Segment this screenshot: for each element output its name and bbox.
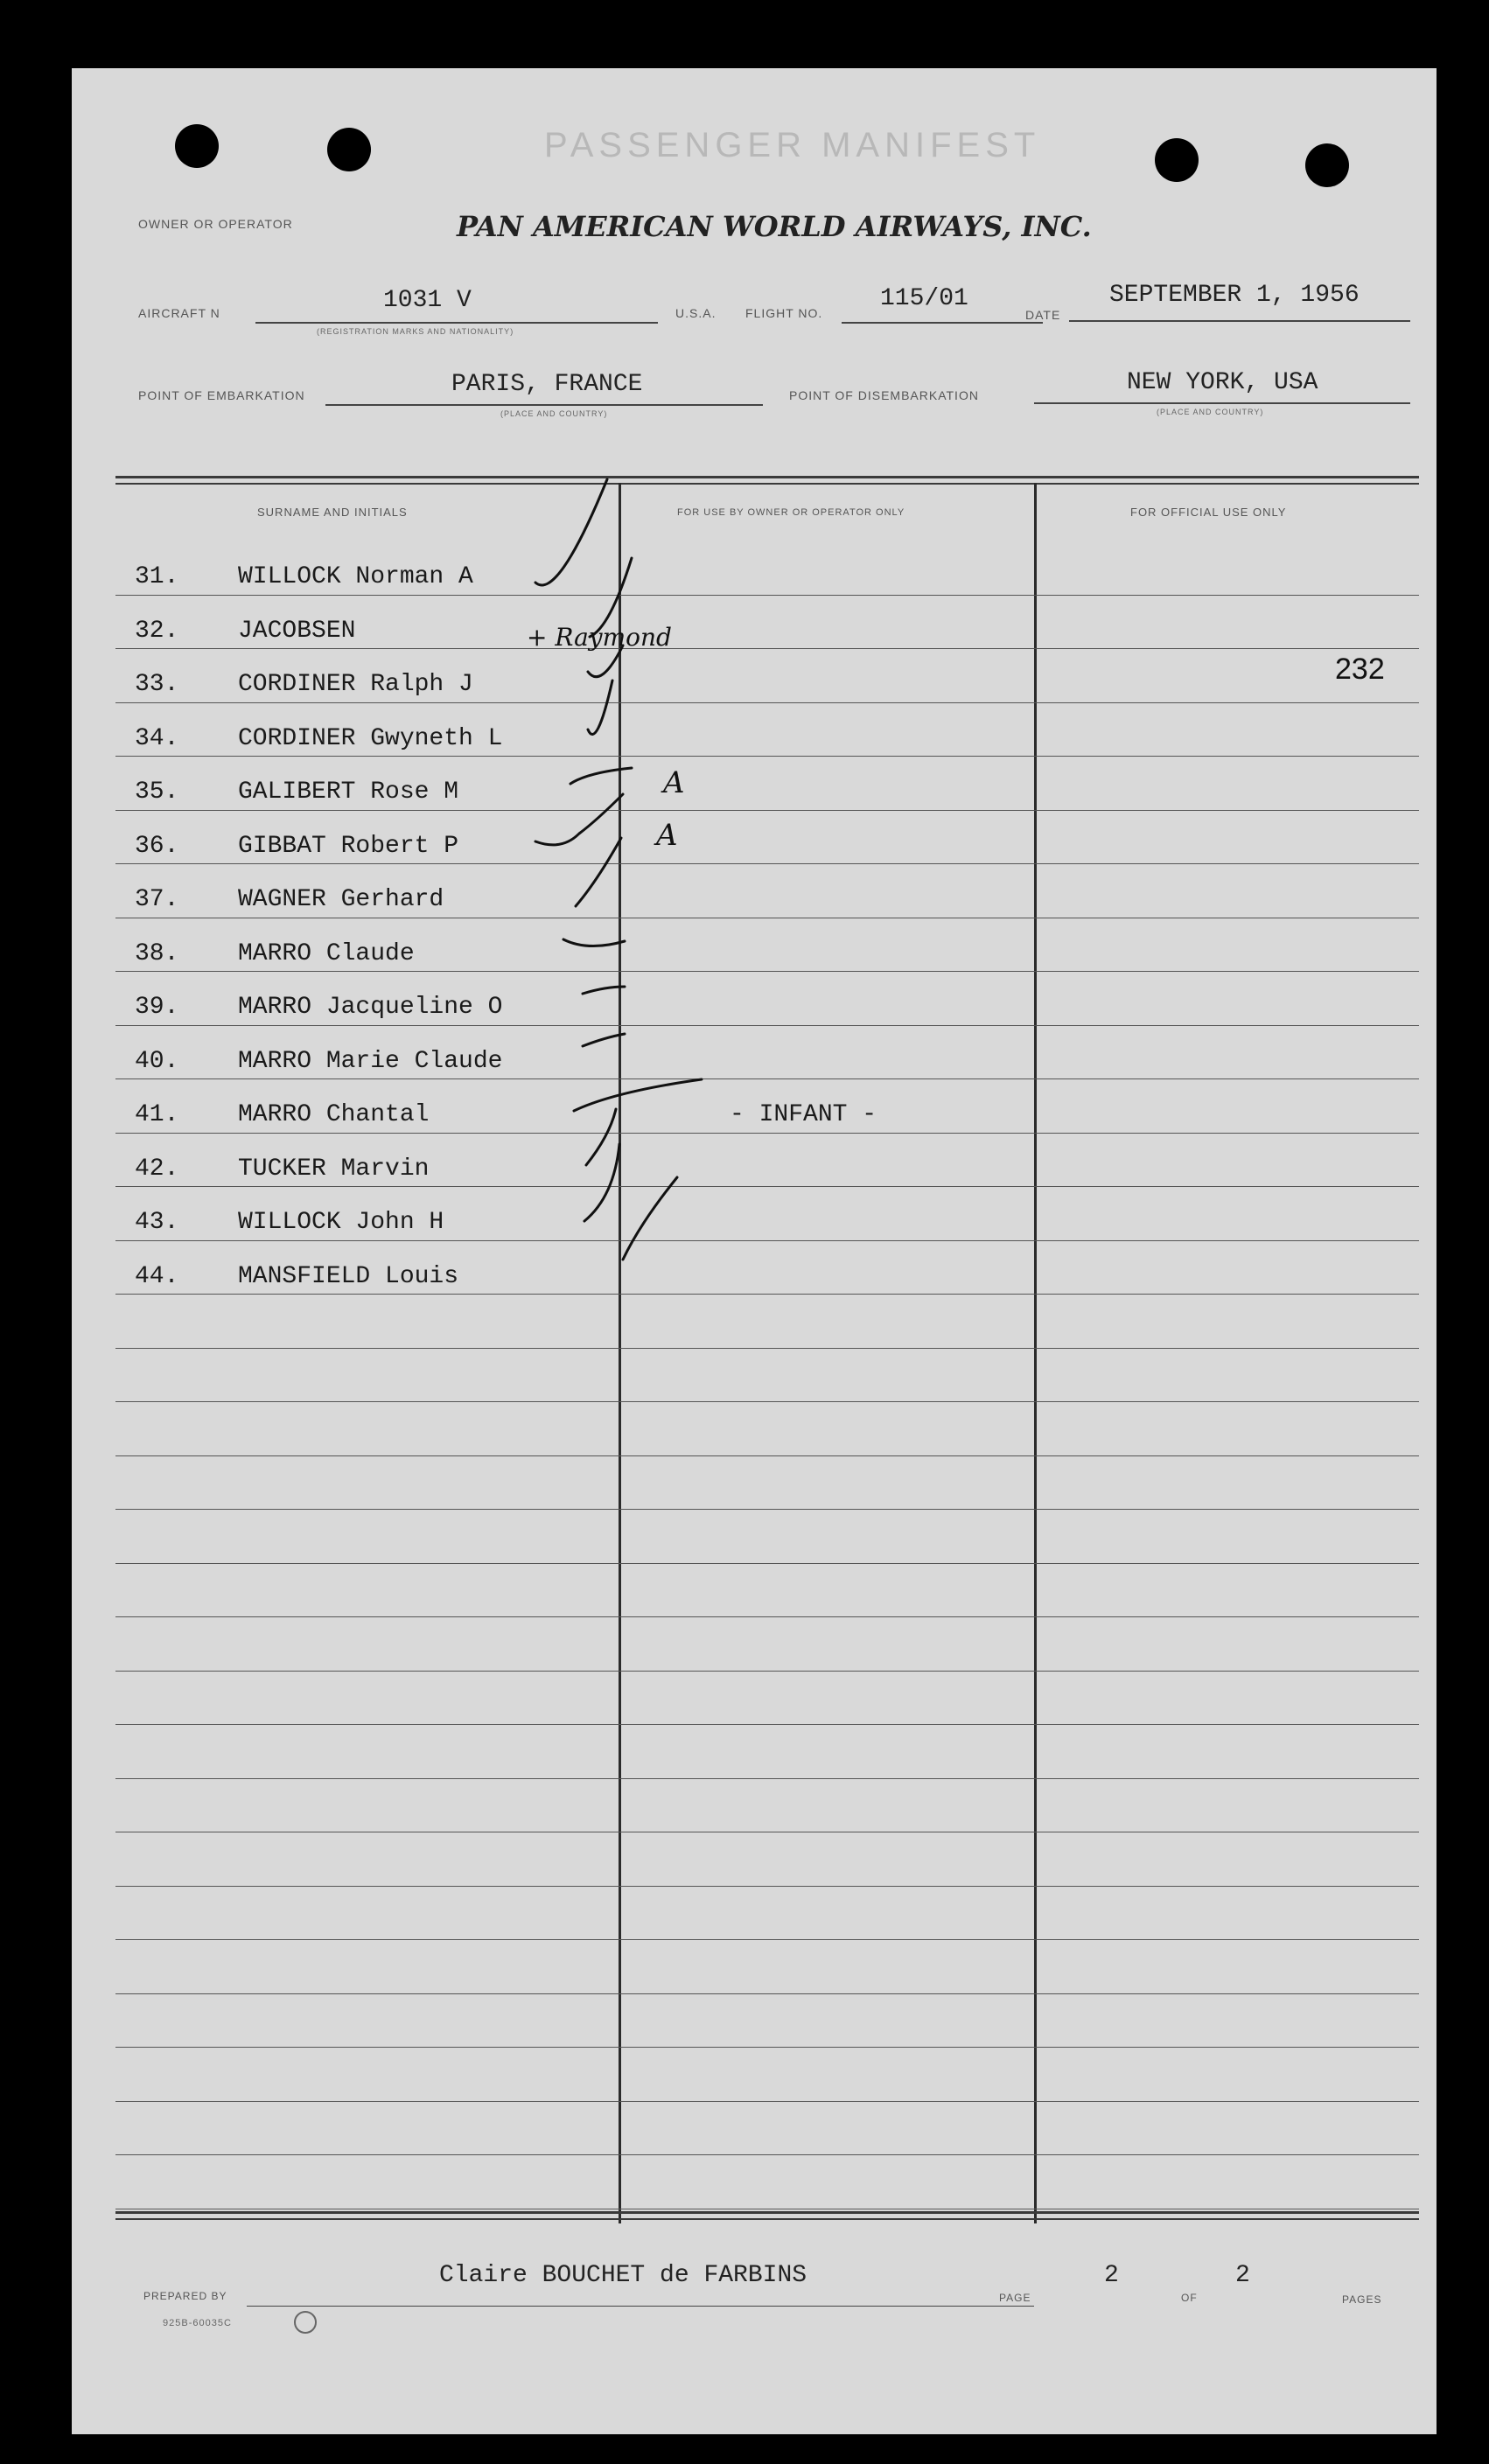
passenger-name: MARRO Jacqueline O [238, 994, 503, 1021]
row-number: 38. [135, 939, 179, 967]
of-label: OF [1181, 2292, 1198, 2304]
passenger-name: GIBBAT Robert P [238, 832, 459, 860]
handwritten-mark: A [656, 818, 678, 853]
passenger-name: TUCKER Marvin [238, 1155, 430, 1183]
embarkation-value: PARIS, FRANCE [451, 371, 643, 398]
prepared-value: Claire BOUCHET de FARBINS [439, 2262, 807, 2289]
passenger-name: JACOBSEN [238, 617, 356, 645]
passenger-name: MARRO Chantal [238, 1101, 430, 1128]
passenger-name: MANSFIELD Louis [238, 1262, 459, 1290]
row-number: 36. [135, 832, 179, 860]
owner-use-header: FOR USE BY OWNER OR OPERATOR ONLY [677, 507, 905, 518]
passenger-name: CORDINER Gwyneth L [238, 724, 503, 752]
usa-label: U.S.A. [675, 306, 717, 320]
row-number: 35. [135, 778, 179, 806]
row-number: 32. [135, 617, 179, 645]
flight-value: 115/01 [880, 285, 968, 312]
row-number: 34. [135, 724, 179, 752]
pages-value: 2 [1235, 2262, 1250, 2289]
owner-label: OWNER OR OPERATOR [138, 217, 293, 231]
row-number: 33. [135, 671, 179, 698]
embarkation-label: POINT OF EMBARKATION [138, 388, 305, 402]
handwritten-mark: A [663, 765, 685, 800]
checkmark [576, 838, 621, 906]
official-count: 232 [1335, 653, 1385, 686]
checkmark [588, 681, 612, 735]
checkmark [563, 939, 625, 946]
surname-header: SURNAME AND INITIALS [257, 506, 408, 519]
company-name: PAN AMERICAN WORLD AIRWAYS, INC. [457, 210, 1092, 243]
official-use-header: FOR OFFICIAL USE ONLY [1130, 506, 1287, 519]
checkmark [584, 1144, 619, 1221]
union-label-icon [294, 2311, 317, 2334]
disembarkation-value: NEW YORK, USA [1127, 369, 1318, 396]
passenger-name: WILLOCK John H [238, 1209, 444, 1236]
checkmark [535, 794, 623, 845]
passenger-name: MARRO Claude [238, 939, 415, 967]
place-note-2: (PLACE AND COUNTRY) [1157, 408, 1264, 416]
manifest-page [72, 68, 1437, 2434]
date-value: SEPTEMBER 1, 1956 [1109, 282, 1360, 309]
passenger-name: MARRO Marie Claude [238, 1047, 503, 1075]
handwritten-addition: + Raymond [527, 623, 672, 652]
row-number: 43. [135, 1209, 179, 1236]
aircraft-label: AIRCRAFT N [138, 306, 220, 320]
checkmark [535, 479, 607, 585]
form-number: 925B-60035C [163, 2318, 232, 2328]
row-number: 41. [135, 1101, 179, 1128]
checkmark [583, 1034, 625, 1046]
row-number: 37. [135, 886, 179, 913]
flight-label: FLIGHT NO. [745, 306, 823, 320]
checkmark [586, 1109, 616, 1165]
form-title: PASSENGER MANIFEST [544, 126, 1041, 164]
row-number: 42. [135, 1155, 179, 1183]
passenger-name: WILLOCK Norman A [238, 563, 473, 590]
passenger-name: WAGNER Gerhard [238, 886, 444, 913]
pages-label: PAGES [1342, 2293, 1382, 2306]
disembarkation-label: POINT OF DISEMBARKATION [789, 388, 979, 402]
passenger-note: - INFANT - [730, 1101, 877, 1128]
checkmark [583, 987, 625, 994]
page-value: 2 [1104, 2262, 1119, 2289]
checkmark [574, 1079, 702, 1111]
checkmark [570, 768, 632, 784]
aircraft-value: 1031 V [383, 287, 472, 314]
row-number: 40. [135, 1047, 179, 1075]
checkmark [623, 1177, 677, 1260]
place-note: (PLACE AND COUNTRY) [500, 409, 608, 418]
registration-note: (REGISTRATION MARKS AND NATIONALITY) [317, 327, 514, 336]
prepared-label: PREPARED BY [143, 2290, 227, 2302]
row-number: 31. [135, 563, 179, 590]
passenger-name: GALIBERT Rose M [238, 778, 459, 806]
handwritten-checkmarks [72, 68, 1437, 2434]
page-label: PAGE [999, 2292, 1031, 2304]
passenger-name: CORDINER Ralph J [238, 671, 473, 698]
date-label: DATE [1025, 308, 1061, 322]
row-number: 44. [135, 1262, 179, 1290]
row-number: 39. [135, 994, 179, 1021]
